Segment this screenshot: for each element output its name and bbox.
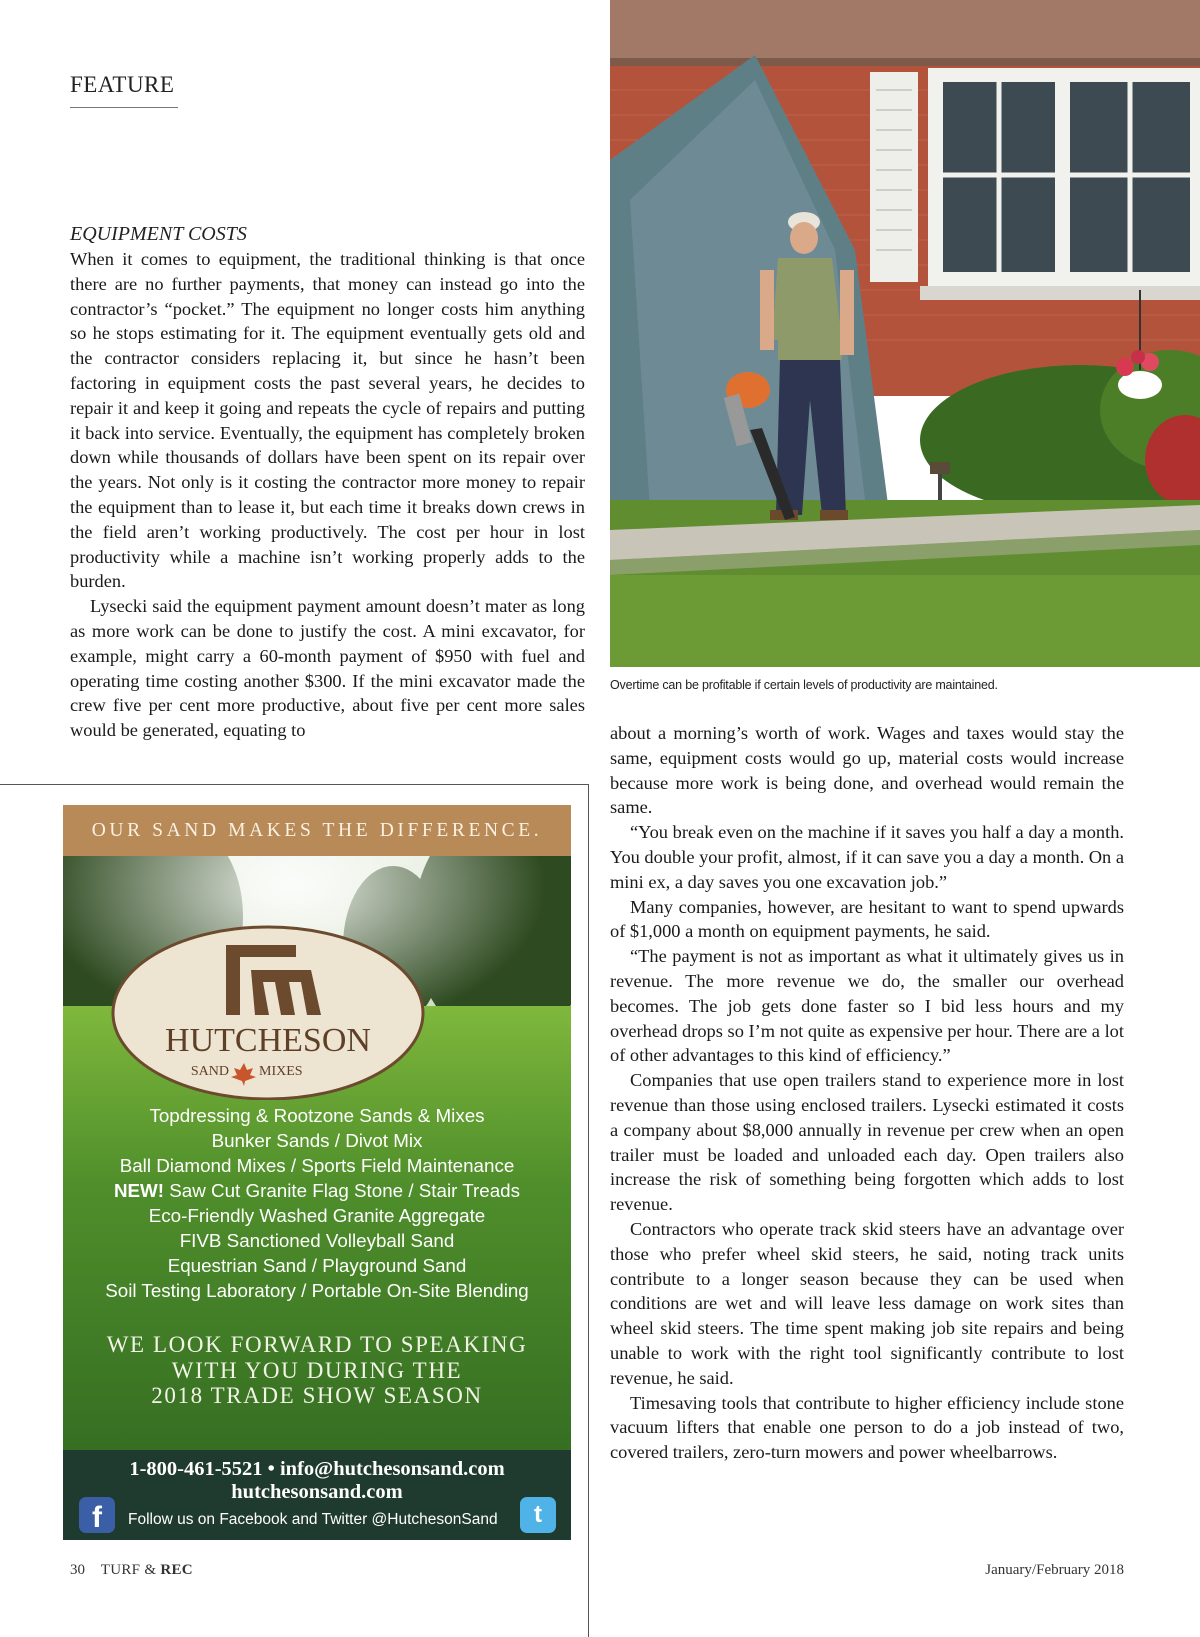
ad-follow-text: Follow us on Facebook and Twitter @HutchesonSand [128,1511,498,1528]
ad-product-line: Ball Diamond Mixes / Sports Field Maintenance [119,1155,515,1176]
article-paragraph: When it comes to equipment, the traditional thinking is that once there are no further payments, that money can instead go into the contractor’s “pocket.” The equipment no longer costs him anything so he stops estimating for it. The equipment eventually gets old and the contractor considers replacing it, but since he hasn’t been factoring in equipment costs the past several years, he decides to repair it and keep it going and repeats the cycle of repairs and putting it back into service. Eventually, the equipment has completely broken down while thousands of dollars have been spent on its repair over the years. Not only is it costing the contractor more money to repair the equipment than to lease it, but each time it breaks down crews in the field aren’t working productively. The cost per hour in lost productivity while a machine isn’t working properly adds to the burden. [70,249,585,592]
article-paragraph: Timesaving tools that contribute to higher efficiency include stone vacuum lifters that enable one person to do a job instead of two, covered trailers, zero-turn mowers and power wheelbarrows. [610,1392,1124,1463]
ad-cta-line: 2018 TRADE SHOW SEASON [151,1383,483,1408]
ad-product-line: FIVB Sanctioned Volleyball Sand [179,1230,455,1251]
ad-cta-line: WITH YOU DURING THE [171,1357,463,1383]
article-paragraph: Lysecki said the equipment payment amount doesn’t mater as long as more work can be done to justify the cost. A mini excavator, for example, might carry a 60-month payment of $950 with fuel and operating time costing another $300. If the mini excavator made the crew five per cent more productive, about five per cent more sales would be generated, equating to [70,596,585,741]
ad-product-line-text: Saw Cut Granite Flag Stone / Stair Treads [169,1180,521,1201]
ad-frame-top-rule [0,784,588,785]
logo-mixes-text: MIXES [259,1064,303,1079]
ad-product-line-new [63,1178,571,1203]
ad-product-line: Eco-Friendly Washed Granite Aggregate [148,1205,486,1226]
photo-caption: Overtime can be profitable if certain levels of productivity are maintained. [610,678,998,692]
article-paragraph: Contractors who operate track skid steers have an advantage over those who prefer wheel skid steers, he said, noting track units contribute to a longer season because they can be used when conditions are wet and will leave less damage on work sites than wheel skid steers. The time spent making job site repairs and being unable to work with the right tool significantly contribute to lost revenue, he said. [610,1218,1124,1388]
article-column-left [70,222,585,743]
page-number: 30 [70,1562,85,1578]
hutcheson-advertisement[interactable] [63,805,571,1540]
article-paragraph: “You break even on the machine if it saves you half a day a month. You double your profit, almost, if it can save you a day a month. On a mini ex, a day saves you one excavation job.” [610,822,1125,892]
article-paragraph: about a morning’s worth of work. Wages and taxes would stay the same, equipment costs would go up, material costs would increase because more work is being done, and overhead would remain the same. [610,723,1124,818]
section-rule [70,107,178,108]
article-paragraph: Many companies, however, are hesitant to want to spend upwards of $1,000 a month on equipment payments, he said. [610,896,1124,942]
feature-photo [610,0,1200,667]
ad-product-line: Topdressing & Rootzone Sands & Mixes [149,1105,485,1126]
article-column-right [610,721,1124,1465]
ad-contact-bar [63,1450,571,1540]
folio-left [70,1562,193,1579]
facebook-icon[interactable]: f [79,1497,115,1533]
new-tag: NEW! [113,1180,165,1201]
publication-bold: REC [160,1562,193,1578]
subhead-equipment-costs: EQUIPMENT COSTS [70,223,247,245]
logo-brand-text: HUTCHESON [165,1022,371,1059]
ad-product-line: Equestrian Sand / Playground Sand [167,1255,467,1276]
article-paragraph: “The payment is not as important as what it ultimately gives us in revenue. The more revenue we do, the smaller our overhead becomes. The job gets done faster so I bid less hours and my overhead drops so I’m not quite as expensive per hour. There are a lot of other advantages to this kind of efficiency.” [610,946,1124,1066]
ad-banner: OUR SAND MAKES THE DIFFERENCE. [63,805,571,856]
article-paragraph: Companies that use open trailers stand to experience more in lost revenue than those using enclosed trailers. Lysecki estimated it costs a company about $8,000 annually in revenue per crew when an open trailer must be loaded and unloaded each day. Open trailers also increase the risk of something being forgotten which adds to lost revenue. [610,1070,1124,1215]
ad-frame-right-rule [588,784,589,1637]
twitter-icon[interactable]: t [520,1497,556,1533]
issue-date: January/February 2018 [985,1562,1124,1578]
ad-product-line: Bunker Sands / Divot Mix [211,1130,423,1151]
ad-call-to-action [63,1332,571,1409]
section-label: FEATURE [70,72,175,97]
ad-website-link[interactable]: hutchesonsand.com [231,1481,403,1503]
ad-product-list [63,1103,571,1303]
ad-cta-line: WE LOOK FORWARD TO SPEAKING [106,1332,528,1357]
ad-product-line: Soil Testing Laboratory / Portable On-Site Blending [105,1280,529,1301]
hutcheson-logo [111,925,426,1100]
ad-phone-email[interactable]: 1-800-461-5521 • info@hutchesonsand.com [129,1458,505,1480]
logo-sand-text: SAND [190,1064,229,1079]
publication-name [101,1562,193,1578]
publication-prefix: TURF & [100,1562,161,1578]
